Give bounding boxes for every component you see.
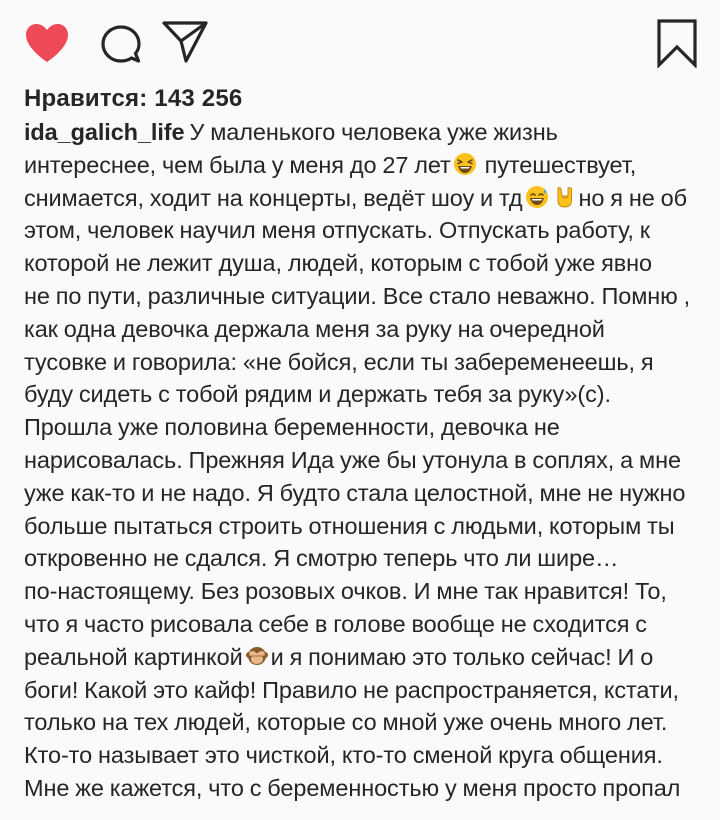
caption-text: Мне же кажется, что с беременностью у меня просто пропал [24,774,681,801]
caption-text: больше пытаться строить отношения с людьми, которым ты [24,512,675,539]
caption-line-16 [24,608,714,641]
caption-text: что я часто рисовала себе в голове вообще не сходится с [24,610,647,637]
caption-line-11 [24,444,714,477]
see-no-evil-monkey-emoji-icon [245,644,269,668]
caption-text: путешествует, [478,151,637,178]
laughing-emoji-icon [453,152,477,176]
caption-text: которой не лежит душа, людей, которым с тобой уже явно [24,250,652,277]
caption-line-1 [24,116,714,149]
caption-text: и я понимаю это только сейчас! И о [270,643,654,670]
likes-count[interactable]: Нравится: 143 256 [24,85,243,112]
share-icon[interactable] [161,20,209,64]
caption-line-9 [24,378,714,411]
caption-text: интереснее, чем была у меня до 27 лет [24,151,451,178]
bookmark-icon[interactable] [656,18,698,68]
caption-text: но я не об [578,184,687,211]
caption-text: Кто-то называет это чисткой, кто-то сменой круга общения. [24,742,663,769]
caption-line-12 [24,477,714,510]
caption-text: как одна девочка держала меня за руку на очередной [24,315,605,342]
post-caption [24,116,714,805]
caption-line-3 [24,182,714,215]
caption-line-20 [24,739,714,772]
caption-line-10 [24,411,714,444]
caption-line-8 [24,346,714,379]
caption-text: Прошла уже половина беременности, девочка не [24,414,560,441]
rock-on-emoji-icon [553,185,577,209]
sweat-smile-emoji-icon [525,185,549,209]
caption-text: боги! Какой это кайф! Правило не распространяется, кстати, [24,676,679,703]
caption-line-13 [24,510,714,543]
caption-line-19 [24,706,714,739]
caption-text: тусовке и говорила: «не бойся, если ты забеременеешь, я [24,348,654,375]
caption-text: не по пути, различные ситуации. Все стало неважно. Помню , [24,282,691,309]
caption-text: уже как-то и не надо. Я будто стала целостной, мне не нужно [24,479,686,506]
caption-text: откровенно не сдался. Я смотрю теперь что ли шире… [24,545,619,572]
caption-text: нарисовалась. Прежняя Ида уже бы утонула в соплях, а мне [24,446,681,473]
caption-text: У маленького человека уже жизнь [189,119,558,145]
caption-line-5 [24,247,714,280]
caption-text: реальной картинкой [24,643,243,670]
caption-line-14 [24,542,714,575]
caption-line-18 [24,674,714,707]
caption-line-6 [24,280,714,313]
caption-text: этом, человек научил меня отпускать. Отпускать работу, к [24,217,650,244]
caption-line-17 [24,641,714,674]
comment-icon[interactable] [101,24,141,64]
caption-text: буду сидеть с тобой рядим и держать тебя за руку»(с). [24,381,611,408]
caption-line-2 [24,149,714,182]
caption-line-7 [24,313,714,346]
caption-line-4 [24,214,714,247]
caption-line-15 [24,575,714,608]
post-action-bar [0,0,720,86]
caption-text: только на тех людей, которые со мной уже очень много лет. [24,709,668,736]
heart-icon[interactable] [24,22,70,64]
caption-username[interactable]: ida_galich_life [24,119,185,145]
caption-text: снимается, ходит на концерты, ведёт шоу и тд [24,184,523,211]
caption-line-21 [24,772,714,805]
caption-text: по-настоящему. Без розовых очков. И мне так нравится! То, [24,578,667,605]
